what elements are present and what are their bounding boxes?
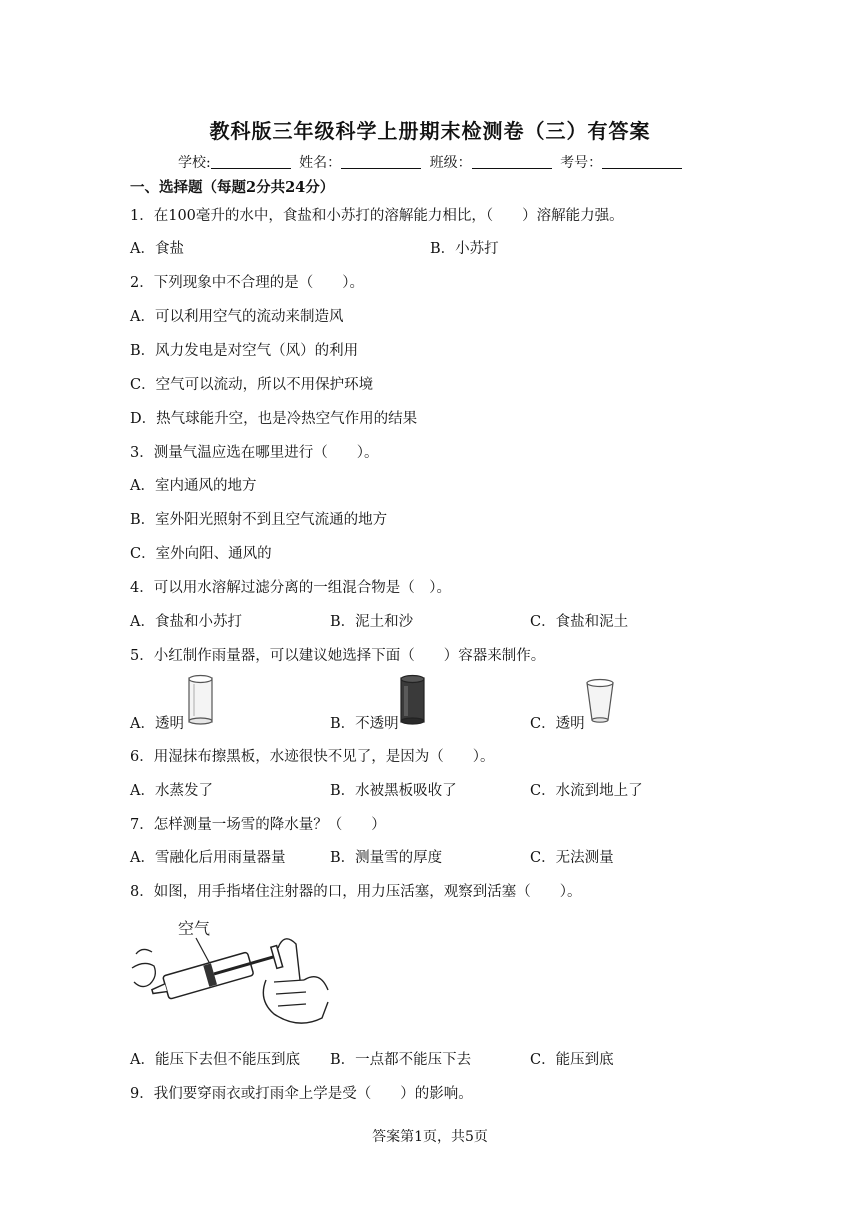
name-blank[interactable]: [341, 154, 421, 169]
question-5-option-a[interactable]: A．透明: [130, 716, 184, 732]
question-3-option-c[interactable]: C．室外向阳、通风的: [130, 546, 272, 562]
question-2-option-b[interactable]: B．风力发电是对空气（风）的利用: [130, 343, 359, 359]
section-heading: 一、选择题（每题2分共24分）: [130, 179, 335, 196]
question-3-option-b[interactable]: B．室外阳光照射不到且空气流通的地方: [130, 512, 388, 528]
syringe-diagram-image: [128, 910, 333, 1035]
page-title: 教科版三年级科学上册期末检测卷（三）有答案: [209, 119, 651, 143]
question-7-stem: 7．怎样测量一场雪的降水量？（ ）: [130, 817, 386, 833]
question-8-option-a[interactable]: A．能压下去但不能压到底: [130, 1052, 300, 1068]
school-blank[interactable]: [211, 154, 291, 169]
question-2-option-c[interactable]: C．空气可以流动，所以不用保护环境: [130, 377, 374, 393]
question-3-stem: 3．测量气温应选在哪里进行（ ）。: [130, 445, 379, 461]
class-label: 班级：: [429, 155, 472, 171]
question-6-stem: 6．用湿抹布擦黑板，水迹很快不见了，是因为（ ）。: [130, 749, 495, 765]
transparent-tapered-cup-image: [584, 678, 616, 724]
question-4-option-a[interactable]: A．食盐和小苏打: [130, 614, 242, 630]
transparent-tall-cup-image: [186, 674, 216, 726]
question-2-option-a[interactable]: A．可以利用空气的流动来制造风: [130, 309, 344, 325]
question-3-option-a[interactable]: A．室内通风的地方: [130, 478, 257, 494]
question-8-stem: 8．如图，用手指堵住注射器的口，用力压活塞，观察到活塞（ ）。: [130, 884, 582, 900]
class-blank[interactable]: [472, 154, 552, 169]
question-5-option-c[interactable]: C．透明: [530, 716, 585, 732]
school-label: 学校:: [178, 155, 211, 171]
question-1-option-b[interactable]: B．小苏打: [430, 241, 499, 257]
question-6-option-c[interactable]: C．水流到地上了: [530, 783, 643, 799]
question-5-option-b[interactable]: B．不透明: [330, 716, 399, 732]
question-1-stem: 1．在100毫升的水中，食盐和小苏打的溶解能力相比，（ ）溶解能力强。: [130, 208, 624, 224]
question-2-stem: 2．下列现象中不合理的是（ ）。: [130, 275, 364, 291]
question-8-option-b[interactable]: B．一点都不能压下去: [330, 1052, 472, 1068]
question-6-option-b[interactable]: B．水被黑板吸收了: [330, 783, 457, 799]
exam-number-label: 考号：: [560, 155, 603, 171]
question-7-option-c[interactable]: C．无法测量: [530, 850, 614, 866]
question-2-option-d[interactable]: D．热气球能升空，也是冷热空气作用的结果: [130, 411, 418, 427]
question-6-option-a[interactable]: A．水蒸发了: [130, 783, 213, 799]
question-4-option-c[interactable]: C．食盐和泥土: [530, 614, 629, 630]
question-4-stem: 4．可以用水溶解过滤分离的一组混合物是（ ）。: [130, 580, 451, 596]
question-7-option-a[interactable]: A．雪融化后用雨量器量: [130, 850, 286, 866]
question-7-option-b[interactable]: B．测量雪的厚度: [330, 850, 443, 866]
exam-number-blank[interactable]: [602, 154, 682, 169]
question-5-stem: 5．小红制作雨量器，可以建议她选择下面（ ）容器来制作。: [130, 648, 546, 664]
student-info-line: [178, 152, 686, 172]
page-footer: 答案第1页，共5页: [372, 1129, 488, 1145]
figure-air-label: 空气: [178, 919, 211, 938]
question-8-option-c[interactable]: C．能压到底: [530, 1052, 614, 1068]
question-9-stem: 9．我们要穿雨衣或打雨伞上学是受（ ）的影响。: [130, 1086, 473, 1102]
opaque-dark-cup-image: [398, 674, 428, 726]
question-4-option-b[interactable]: B．泥土和沙: [330, 614, 414, 630]
name-label: 姓名：: [299, 155, 342, 171]
question-1-option-a[interactable]: A．食盐: [130, 241, 184, 257]
